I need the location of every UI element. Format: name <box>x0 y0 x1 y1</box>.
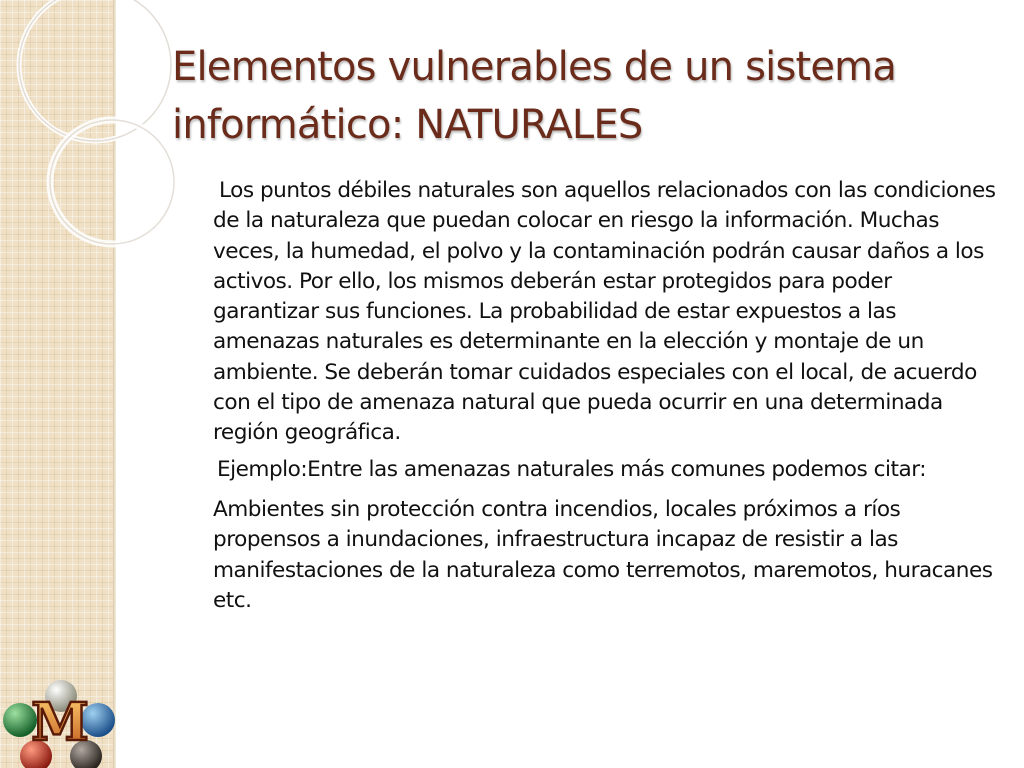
slide-body <box>213 176 1003 616</box>
decorative-circles <box>0 0 200 330</box>
svg-text:M: M <box>31 692 89 753</box>
magic-m-logo-icon <box>0 678 120 768</box>
examples-list-paragraph: Ambientes sin protección contra incendios, locales próximos a ríos propensos a inundaciones, infraestructura incapaz de resistir a las manifestaciones de la naturaleza como terremotos, maremotos, huracanes etc. <box>213 496 993 613</box>
example-paragraph: Ejemplo:Entre las amenazas naturales más comunes podemos citar: <box>217 456 926 482</box>
main-paragraph: Los puntos débiles naturales son aquellos relacionados con las condiciones de la naturaleza que puedan colocar en riesgo la información. Muchas veces, la humedad, el polvo y la contaminación podrán causar daños a los activos. Por ello, los mismos deberán estar protegidos para poder garantizar sus funciones. La probabilidad de estar expuestos a las amenazas naturales es determinante en la elección y montaje de un ambiente. Se deberán tomar cuidados especiales con el local, de acuerdo con el tipo de amenaza natural que pueda ocurrir en una determinada región geográfica. <box>213 178 996 446</box>
slide-title: Elementos vulnerables de un sistema informático: NATURALES <box>172 44 897 148</box>
